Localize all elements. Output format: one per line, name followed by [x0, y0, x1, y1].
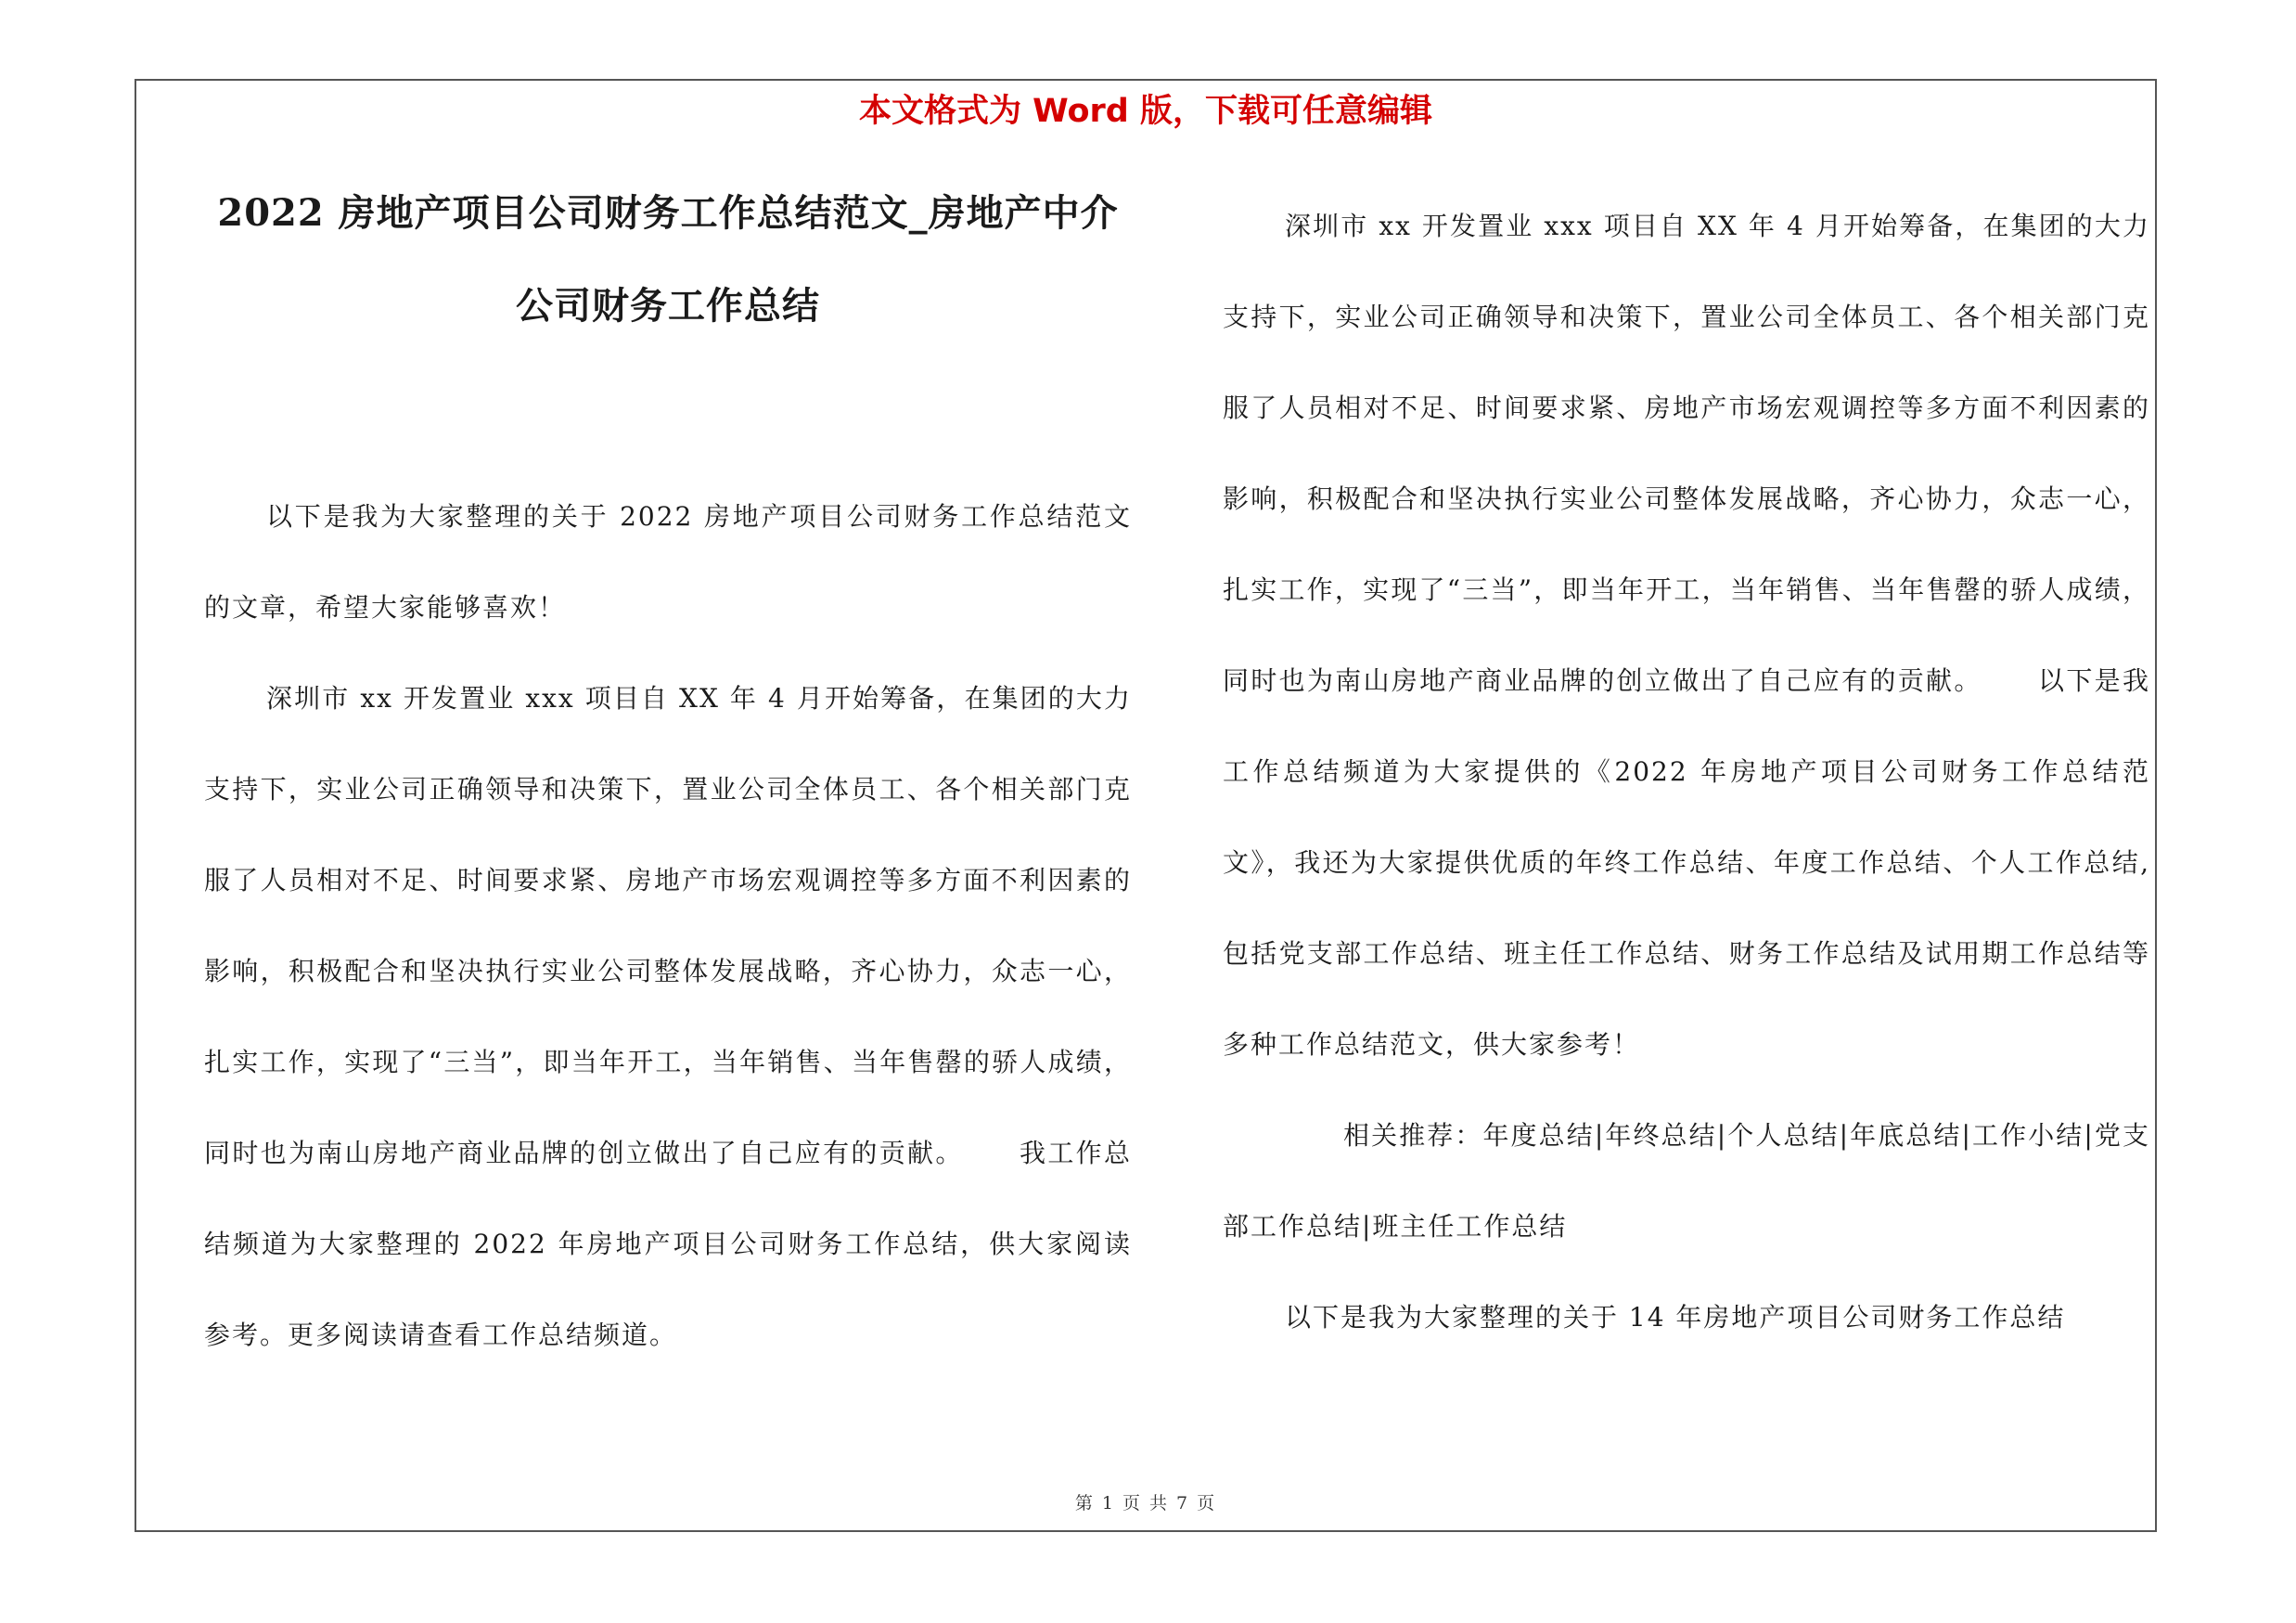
title-spacer	[204, 353, 1132, 471]
format-banner: 本文格式为 Word 版，下载可任意编辑	[858, 93, 1433, 130]
body-tail-text: 我工作总结频道为大家整理的 2022 年房地产项目公司财务工作总结，供大家阅读参考。更多阅读请查看工作总结频道。	[204, 1138, 1132, 1350]
body-main-text: 深圳市 xx 开发置业 xxx 项目自 XX 年 4 月开始筹备，在集团的大力支持下，实业公司正确领导和决策下，置业公司全体员工、各个相关部门克服了人员相对不足、时间要求紧、房地产市场宏观调控等多方面不利因素的影响，积极配合和坚决执行实业公司整体发展战略，齐心协力，众志一心，扎实工作，实现了“三当”，即当年开工，当年销售、当年售罄的骄人成绩，同时也为南山房地产商业品牌的创立做出了自己应有的贡献。	[204, 683, 1132, 1168]
related-recommendations: 相关推荐：年度总结|年终总结|个人总结|年底总结|工作小结|党支部工作总结|班主任工作总结	[1223, 1120, 2150, 1242]
page-number: 第 1 页 共 7 页	[1074, 1493, 1217, 1514]
body-tail-text: 以下是我工作总结频道为大家提供的《2022 年房地产项目公司财务工作总结范文》，我还为大家提供优质的年终工作总结、年度工作总结、个人工作总结,包括党支部工作总结、班主任工作总结、财务工作总结及试用期工作总结等多种工作总结范文，供大家参考！	[1223, 665, 2150, 1060]
body-main-text: 深圳市 xx 开发置业 xxx 项目自 XX 年 4 月开始筹备，在集团的大力支持下，实业公司正确领导和决策下，置业公司全体员工、各个相关部门克服了人员相对不足、时间要求紧、房地产市场宏观调控等多方面不利因素的影响，积极配合和坚决执行实业公司整体发展战略，齐心协力，众志一心，扎实工作，实现了“三当”，即当年开工，当年销售、当年售罄的骄人成绩，同时也为南山房地产商业品牌的创立做出了自己应有的贡献。	[1223, 211, 2150, 696]
left-column	[204, 167, 1132, 1381]
closing-paragraph: 以下是我为大家整理的关于 14 年房地产项目公司财务工作总结	[1285, 1302, 2066, 1333]
body-paragraph	[204, 653, 1132, 1381]
right-column	[1223, 181, 2150, 1363]
intro-paragraph: 以下是我为大家整理的关于 2022 房地产项目公司财务工作总结范文的文章，希望大家能够喜欢！	[204, 501, 1132, 623]
body-paragraph-continued	[1223, 181, 2150, 1090]
document-title: 2022 房地产项目公司财务工作总结范文_房地产中介公司财务工作总结	[217, 191, 1119, 328]
